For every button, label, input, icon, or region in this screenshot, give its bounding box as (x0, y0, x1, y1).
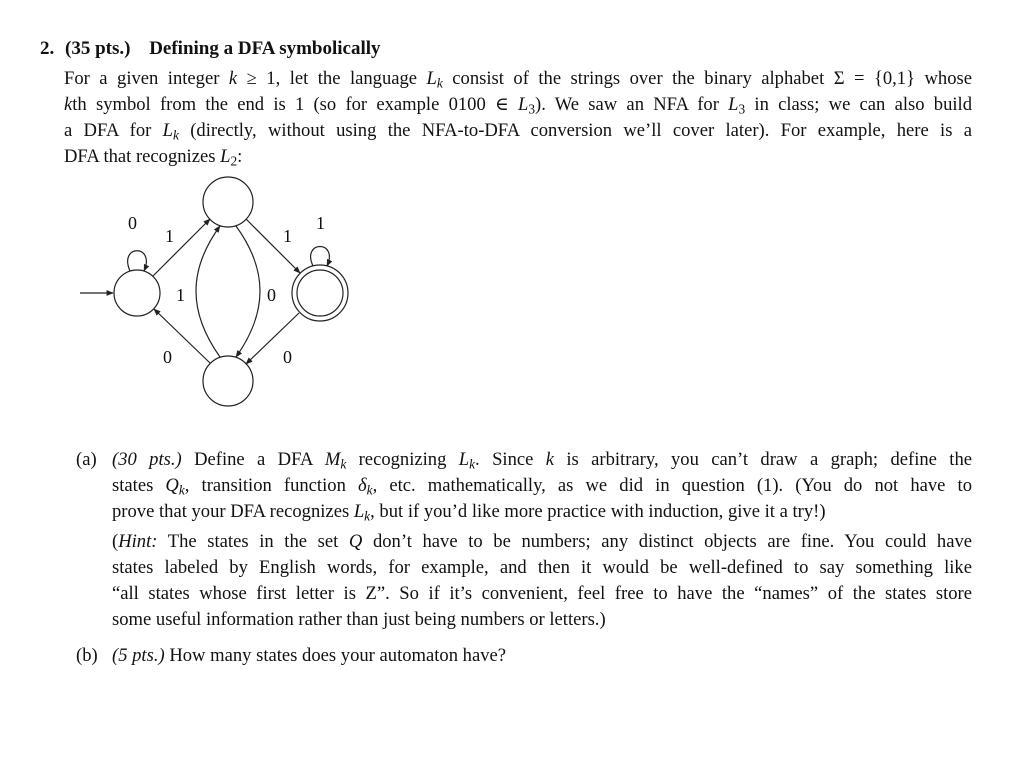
label-bottom-top: 1 (176, 285, 185, 305)
problem-points: (35 pts.) (65, 38, 131, 59)
label-top-right: 1 (283, 226, 292, 246)
part-a-line-1: (30 pts.) Define a DFA $M_k$ recognizing $L_k$. Since k is arbitrary, you can’t draw a graph; define the (112, 449, 972, 472)
hint-line-2: states labeled by English words, for example, and then it would be well-defined to say something like (112, 557, 972, 578)
hint-line-1: (Hint: The states in the set Q don’t have to be numbers; any distinct objects are fine. You could have (112, 531, 972, 552)
intro-line-1: For a given integer k ≥ 1, let the language $L_k$ consist of the strings over the binary alphabet Σ = {0,1} whose (64, 68, 973, 91)
label-start-loop: 0 (128, 213, 137, 233)
part-b-line-1: (5 pts.) How many states does your automaton have? (112, 645, 507, 666)
problem-title: Defining a DFA symbolically (149, 38, 381, 59)
loop-start (128, 251, 147, 271)
problem-number: 2. (40, 38, 55, 59)
problem-parts (76, 447, 972, 669)
edge-bottom-top (196, 226, 220, 357)
state-right-accept-outer (292, 265, 348, 321)
edge-start-top (153, 219, 210, 276)
state-right-accept-inner (297, 270, 343, 316)
edge-top-bottom (236, 226, 260, 357)
intro-line-4: DFA that recognizes $L_2$: (64, 146, 243, 169)
state-bottom (203, 356, 253, 406)
hint-line-3: “all states whose first letter is Z”. So if it’s convenient, feel free to have the “names” of the states store (112, 583, 972, 604)
problem-heading (40, 38, 381, 60)
hint-line-4: some useful information rather than just being numbers or letters.) (112, 609, 606, 630)
dfa-diagram (70, 172, 370, 412)
state-top (203, 177, 253, 227)
part-a (76, 447, 972, 633)
problem-intro (64, 66, 972, 170)
label-bottom-start: 0 (163, 347, 172, 367)
loop-right (311, 247, 330, 267)
part-b (76, 643, 972, 669)
intro-line-3: a DFA for $L_k$ (directly, without using the NFA-to-DFA conversion we’ll cover later). For example, here is a (64, 120, 972, 143)
part-a-label: (a) (76, 449, 97, 470)
part-a-hint (112, 529, 972, 633)
state-start (114, 270, 160, 316)
label-start-top: 1 (165, 226, 174, 246)
label-top-bottom: 0 (267, 285, 276, 305)
part-b-label: (b) (76, 645, 98, 666)
part-a-line-3: prove that your DFA recognizes $L_k$, but if you’d like more practice with induction, give it a try!) (112, 501, 826, 524)
label-right-loop: 1 (316, 213, 325, 233)
intro-line-2: kth symbol from the end is 1 (so for example 0100 ∈ $L_3$). We saw an NFA for $L_3$ in class; we can also build (64, 94, 972, 117)
part-a-line-2: states $Q_k$, transition function $\delta_k$, etc. mathematically, as we did in question (1). (You do not have to (112, 475, 972, 498)
label-right-bottom: 0 (283, 347, 292, 367)
